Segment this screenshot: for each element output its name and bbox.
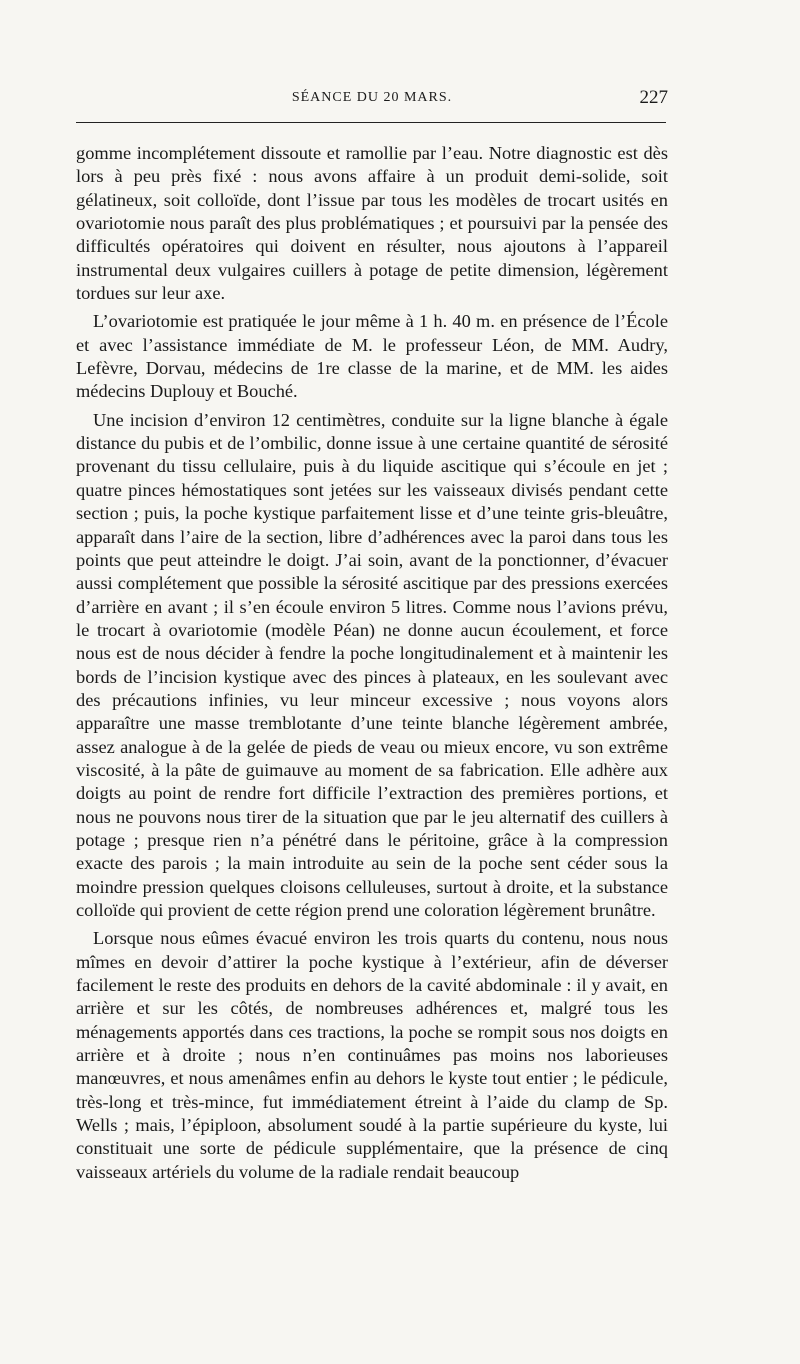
paragraph-1: gomme incomplétement dissoute et ramollie par l’eau. Notre diagnostic est dès lors à peu près fixé : nous avons affaire à un produit demi-solide, soit gélatineux, soit colloïde, dont l’issue par tous les modèles de trocart usités en ovariotomie nous paraît des plus problématiques ; et poursuivi par la pensée des difficultés opératoires qui doivent en résulter, nous ajoutons à l’appareil instrumental deux vulgaires cuillers à potage de petite dimension, légèrement tordues sur leur axe. — [76, 143, 668, 304]
paragraph-2: L’ovariotomie est pratiquée le jour même à 1 h. 40 m. en présence de l’École et avec l’assistance immédiate de M. le professeur Léon, de MM. Audry, Lefèvre, Dorvau, médecins de 1re classe de la marine, et de MM. les aides médecins Duplouy et Bouché. — [76, 311, 668, 402]
header-rule — [76, 122, 666, 123]
page-header — [76, 86, 668, 116]
paragraph-4: Lorsque nous eûmes évacué environ les trois quarts du contenu, nous nous mîmes en devoir d’attirer la poche kystique à l’extérieur, afin de déverser facilement le reste des produits en dehors de la cavité abdominale : il y avait, en arrière et sur les côtés, de nombreuses adhérences et, malgré tous les ménagements apportés dans ces tractions, la poche se rompit sous nos doigts en arrière et à droite ; nous n’en continuâmes pas moins nos laborieuses manœuvres, et nous amenâmes enfin au dehors le kyste tout entier ; le pédicule, très-long et très-mince, fut immédiatement étreint à l’aide du clamp de Sp. Wells ; mais, l’épiploon, absolument soudé à la partie supérieure du kyste, lui constituait une sorte de pédicule supplémentaire, que la présence de cinq vaisseaux artériels du volume de la radiale rendait beaucoup — [76, 928, 668, 1182]
paragraph-3: Une incision d’environ 12 centimètres, conduite sur la ligne blanche à égale distance du pubis et de l’ombilic, donne issue à une certaine quantité de sérosité provenant du tissu cellulaire, puis à du liquide ascitique qui s’écoule en jet ; quatre pinces hémostatiques sont jetées sur les vaisseaux divisés pendant cette section ; puis, la poche kystique parfaitement lisse et d’une teinte gris-bleuâtre, apparaît dans l’aire de la section, libre d’adhérences avec la paroi dans tous les points que peut atteindre le doigt. J’ai soin, avant de la ponctionner, d’évacuer aussi complétement que possible la sérosité ascitique par des pressions exercées d’arrière en avant ; il s’en écoule environ 5 litres. Comme nous l’avions prévu, le trocart à ovariotomie (modèle Péan) ne donne aucun écoulement, et force nous est de nous décider à fendre la poche longitudinalement et à maintenir les bords de l’incision kystique avec des pinces à plateaux, en les soulevant avec des précautions infinies, vu leur minceur excessive ; nous voyons alors apparaître une masse tremblotante d’une teinte blanche légèrement ambrée, assez analogue à de la gelée de pieds de veau ou mieux encore, vu son extrême viscosité, à la pâte de guimauve au moment de sa fabrication. Elle adhère aux doigts au point de rendre fort difficile l’extraction des premières portions, et nous ne pouvons nous tirer de la situation que par le jeu alternatif des cuillers à potage ; presque rien n’a pénétré dans le péritoine, grâce à la compression exacte des parois ; la main introduite au sein de la poche sent céder sous la moindre pression quelques cloisons celluleuses, surtout à droite, et la substance colloïde qui provient de cette région prend une coloration légèrement brunâtre. — [76, 409, 668, 920]
page-number: 227 — [639, 87, 668, 108]
running-head: SÉANCE DU 20 MARS. — [291, 90, 453, 105]
body-text — [76, 142, 668, 1184]
